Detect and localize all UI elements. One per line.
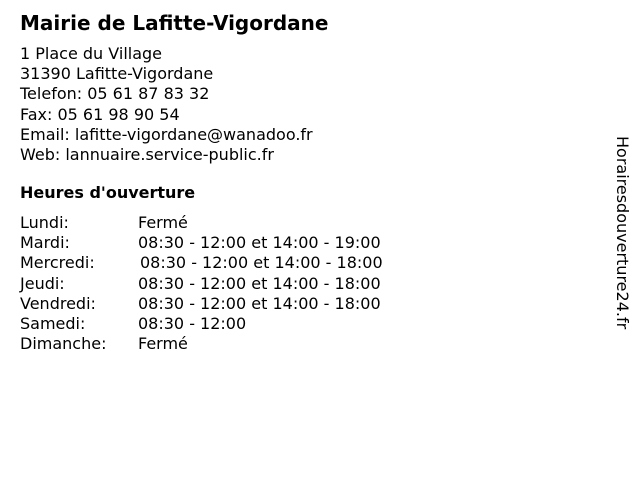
day-label: Jeudi: bbox=[20, 273, 65, 293]
hours-value: 08:30 - 12:00 et 14:00 - 18:00 bbox=[138, 293, 381, 313]
postal-city: 31390 Lafitte-Vigordane bbox=[20, 64, 214, 84]
hours-value: 08:30 - 12:00 et 14:00 - 19:00 bbox=[138, 233, 381, 253]
hours-value: Fermé bbox=[138, 213, 188, 232]
phone-number: Telefon: 05 61 87 83 32 bbox=[20, 84, 210, 104]
hours-value: 08:30 - 12:00 et 14:00 - 18:00 bbox=[138, 273, 381, 293]
website: Web: lannuaire.service-public.fr bbox=[20, 145, 274, 165]
street-address: 1 Place du Village bbox=[20, 44, 163, 63]
email-address: Email: lafitte-vigordane@wanadoo.fr bbox=[20, 124, 313, 144]
day-label: Lundi: bbox=[20, 213, 69, 232]
contact-details bbox=[20, 44, 313, 165]
opening-hours-heading: Heures d'ouverture bbox=[20, 183, 196, 202]
hours-value: 08:30 - 12:00 et 14:00 - 18:00 bbox=[140, 253, 383, 273]
day-label: Vendredi: bbox=[20, 293, 96, 313]
day-label: Dimanche: bbox=[20, 334, 107, 354]
page-title: Mairie de Lafitte-Vigordane bbox=[20, 11, 329, 35]
hours-value: 08:30 - 12:00 bbox=[138, 313, 247, 333]
day-label: Samedi: bbox=[20, 313, 86, 333]
hours-value: Fermé bbox=[138, 334, 188, 354]
day-label: Mardi: bbox=[20, 233, 70, 253]
day-label: Mercredi: bbox=[20, 253, 95, 273]
fax-number: Fax: 05 61 98 90 54 bbox=[20, 104, 180, 124]
site-watermark: Horairesdouverture24.fr bbox=[613, 136, 632, 330]
